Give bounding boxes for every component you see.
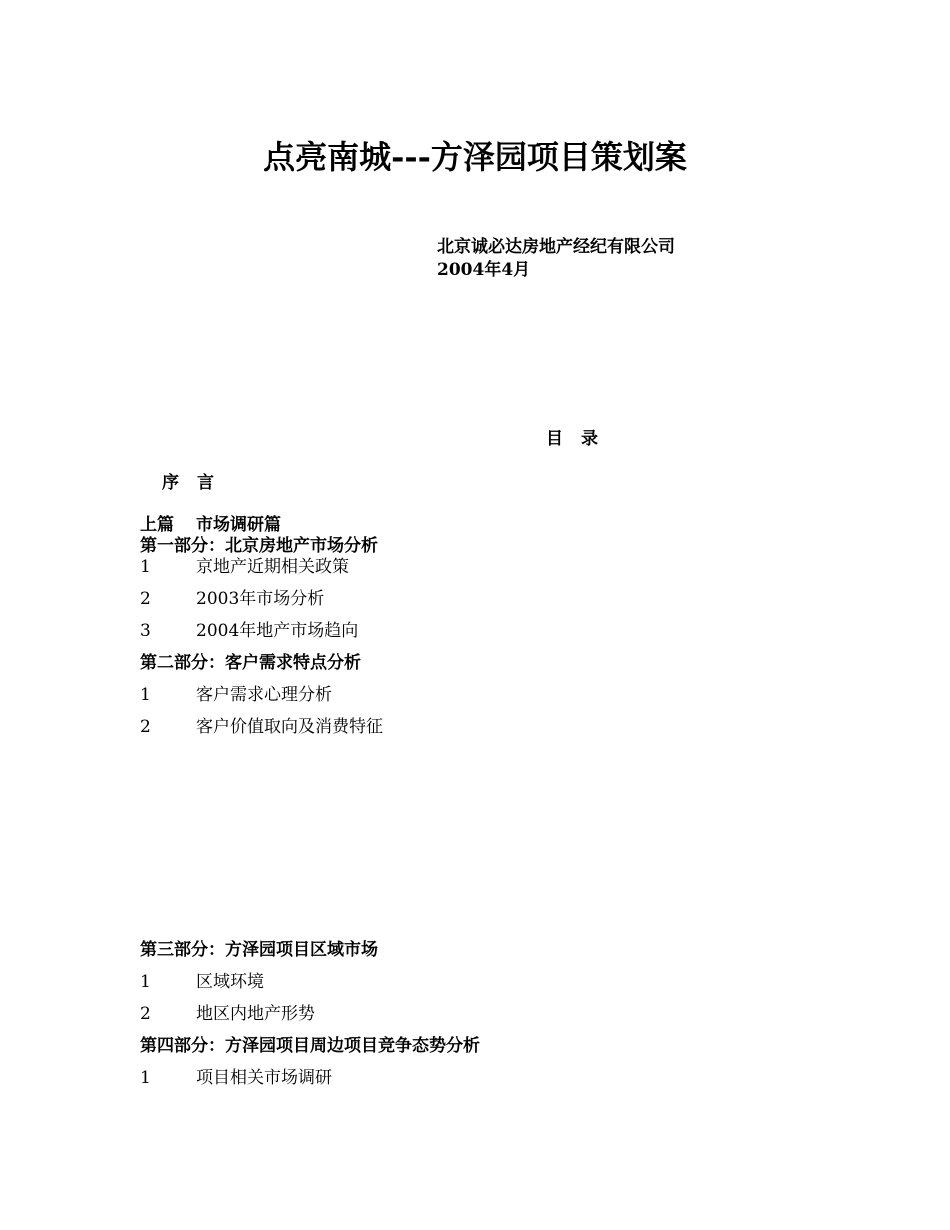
toc-entry-number: 3 [140, 621, 151, 641]
toc-entry [140, 1067, 332, 1089]
toc-entry-text: 京地产近期相关政策 [196, 557, 349, 577]
toc-entry [140, 588, 324, 610]
toc-entry-text: 客户价值取向及消费特征 [196, 717, 383, 737]
toc-entry-number: 1 [140, 1068, 151, 1088]
part-label: 上篇 [140, 515, 174, 535]
toc-section-4-title: 第四部分：方泽园项目周边项目竞争态势分析 [140, 1036, 480, 1056]
part-name: 市场调研篇 [196, 515, 281, 535]
toc-entry-text: 地区内地产形势 [196, 1004, 315, 1024]
toc-section-1-title: 第一部分：北京房地产市场分析 [140, 536, 378, 556]
toc-preface: 序言 [162, 473, 232, 493]
toc-entry-number: 1 [140, 685, 151, 705]
toc-section-3-title: 第三部分：方泽园项目区域市场 [140, 940, 378, 960]
toc-entry-number: 2 [140, 589, 151, 609]
toc-entry-text: 区域环境 [196, 972, 264, 992]
toc-entry-text: 2004年地产市场趋向 [196, 621, 359, 641]
document-date: 2004年4月 [437, 260, 531, 280]
toc-entry [140, 684, 332, 706]
toc-entry-text: 项目相关市场调研 [196, 1068, 332, 1088]
toc-entry [140, 716, 383, 738]
toc-entry [140, 620, 358, 642]
toc-heading: 目录 [546, 429, 616, 449]
toc-entry-number: 2 [140, 717, 151, 737]
toc-entry-number: 2 [140, 1004, 151, 1024]
toc-entry-number: 1 [140, 557, 151, 577]
document-title: 点亮南城---方泽园项目策划案 [263, 138, 687, 176]
toc-entry-text: 2003年市场分析 [196, 589, 325, 609]
toc-entry-text: 客户需求心理分析 [196, 685, 332, 705]
toc-entry [140, 556, 349, 578]
toc-entry [140, 971, 264, 993]
toc-entry-number: 1 [140, 972, 151, 992]
toc-section-2-title: 第二部分：客户需求特点分析 [140, 653, 361, 673]
company-name: 北京诚必达房地产经纪有限公司 [437, 237, 675, 257]
toc-part-heading [140, 514, 281, 536]
toc-entry [140, 1003, 315, 1025]
